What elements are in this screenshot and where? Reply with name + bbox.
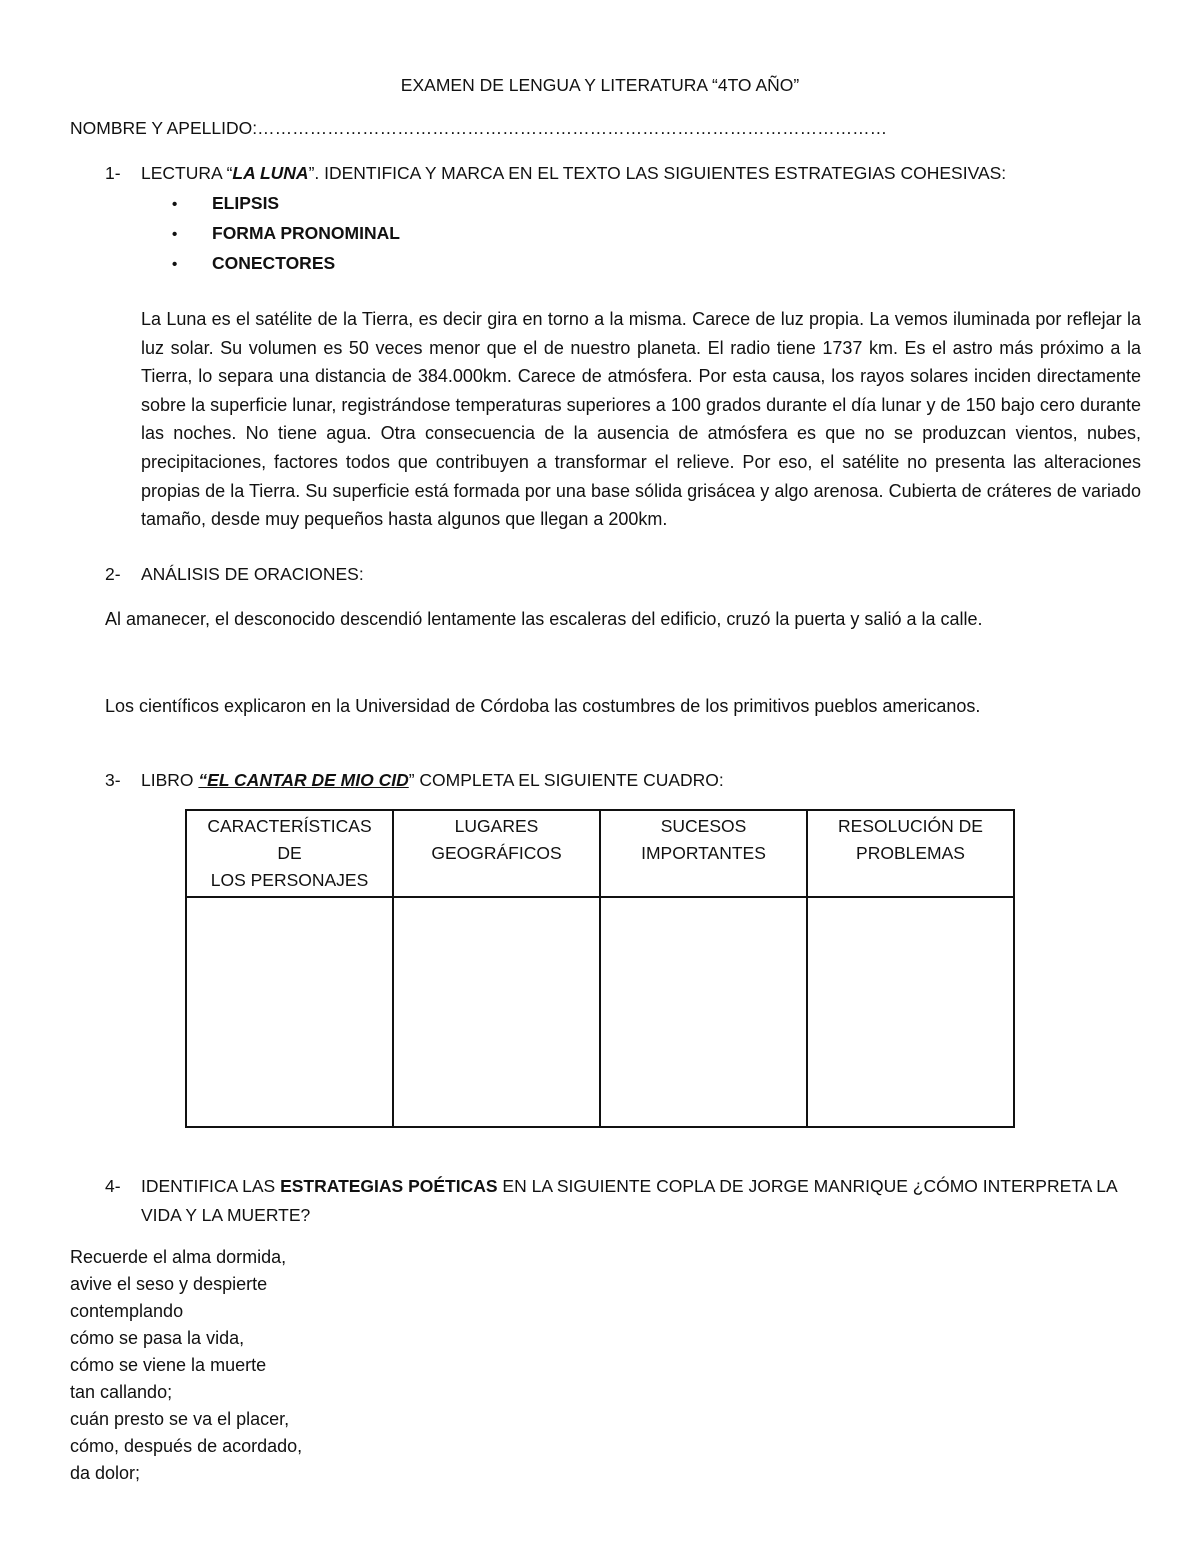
poem-line: cómo se viene la muerte: [70, 1355, 267, 1375]
copla-poem: [70, 1244, 302, 1487]
list-item: [172, 251, 400, 281]
poem-line: cómo, después de acordado,: [70, 1436, 303, 1456]
bullet-icon: •: [172, 256, 178, 273]
completion-table: [185, 809, 1015, 1128]
question-3-prefix: LIBRO: [141, 770, 199, 790]
reading-title: LA LUNA: [232, 163, 309, 183]
list-item: [172, 221, 400, 251]
table-row: [186, 897, 1014, 1127]
question-2-label: ANÁLISIS DE ORACIONES:: [141, 564, 364, 584]
answer-cell[interactable]: [600, 897, 807, 1127]
list-item-label: FORMA PRONOMINAL: [212, 223, 400, 243]
question-4-heading: [105, 1176, 1118, 1197]
question-1-prefix: LECTURA “: [141, 163, 233, 183]
question-4-prefix: IDENTIFICA LAS: [141, 1176, 281, 1196]
column-header: RESOLUCIÓN DE PROBLEMAS: [807, 810, 1014, 897]
reading-text: La Luna es el satélite de la Tierra, es decir gira en torno a la misma. Carece de luz propia. La vemos iluminada por reflejar la luz solar. Su volumen es 50 veces menor que el de nuestro planeta. El radio tiene 1737 km. Es el astro más próximo a la Tierra, lo separa una distancia de 384.000km. Carece de atmósfera. Por esta causa, los rayos solares inciden directamente sobre la superficie lunar, registrándose temperaturas superiores a 100 grados durante el día lunar y de 150 bajo cero durante las noches. No tiene agua. Otra consecuencia de la ausencia de atmósfera es que no se produzcan vientos, nubes, precipitaciones, factores todos que contribuyen a transformar el relieve. Por eso, el satélite no presenta las alteraciones propias de la Tierra. Su superficie está formada por una base sólida grisácea y algo arenosa. Cubierta de cráteres de variado tamaño, desde muy pequeños hasta algunos que llegan a 200km.: [141, 309, 1141, 530]
answer-cell[interactable]: [393, 897, 600, 1127]
question-3-suffix: ” COMPLETA EL SIGUIENTE CUADRO:: [408, 770, 724, 790]
table-header-row: [186, 810, 1014, 897]
book-title: “EL CANTAR DE MIO CID: [198, 770, 409, 790]
bullet-icon: •: [172, 196, 178, 213]
name-field-label: NOMBRE Y APELLIDO:………………………………………………………………………………………………: [70, 118, 888, 138]
answer-cell[interactable]: [186, 897, 393, 1127]
poem-line: cuán presto se va el placer,: [70, 1409, 290, 1429]
question-4-suffix: EN LA SIGUIENTE COPLA DE JORGE MANRIQUE ¿CÓMO INTERPRETA LA: [497, 1176, 1118, 1196]
poem-line: avive el seso y despierte: [70, 1274, 268, 1294]
question-4-bold: ESTRATEGIAS POÉTICAS: [280, 1176, 498, 1196]
question-2-heading: [105, 564, 364, 585]
cohesive-strategies-list: [172, 191, 400, 281]
column-header: CARACTERÍSTICAS DE LOS PERSONAJES: [186, 810, 393, 897]
list-item: [172, 191, 400, 221]
answer-cell[interactable]: [807, 897, 1014, 1127]
question-3-heading: [105, 770, 724, 791]
column-header: LUGARES GEOGRÁFICOS: [393, 810, 600, 897]
column-header: SUCESOS IMPORTANTES: [600, 810, 807, 897]
question-number: 4-: [105, 1176, 121, 1196]
list-item-label: ELIPSIS: [212, 193, 280, 213]
poem-line: Recuerde el alma dormida,: [70, 1247, 287, 1267]
sentence-2: Los científicos explicaron en la Universidad de Córdoba las costumbres de los primitivos pueblos americanos.: [105, 696, 981, 716]
poem-line: contemplando: [70, 1301, 184, 1321]
list-item-label: CONECTORES: [212, 253, 336, 273]
poem-line: tan callando;: [70, 1382, 173, 1402]
question-1-suffix: ”. IDENTIFICA Y MARCA EN EL TEXTO LAS SIGUIENTES ESTRATEGIAS COHESIVAS:: [308, 163, 1007, 183]
question-number: 3-: [105, 770, 121, 790]
poem-line: da dolor;: [70, 1463, 141, 1483]
exam-title: EXAMEN DE LENGUA Y LITERATURA “4TO AÑO”: [400, 75, 800, 95]
question-number: 2-: [105, 564, 121, 584]
question-1-heading: [105, 163, 1006, 184]
sentence-1: Al amanecer, el desconocido descendió lentamente las escaleras del edificio, cruzó la puerta y salió a la calle.: [105, 609, 983, 629]
question-4-line-2: VIDA Y LA MUERTE?: [141, 1205, 311, 1225]
poem-line: cómo se pasa la vida,: [70, 1328, 245, 1348]
bullet-icon: •: [172, 226, 178, 243]
question-number: 1-: [105, 163, 121, 183]
